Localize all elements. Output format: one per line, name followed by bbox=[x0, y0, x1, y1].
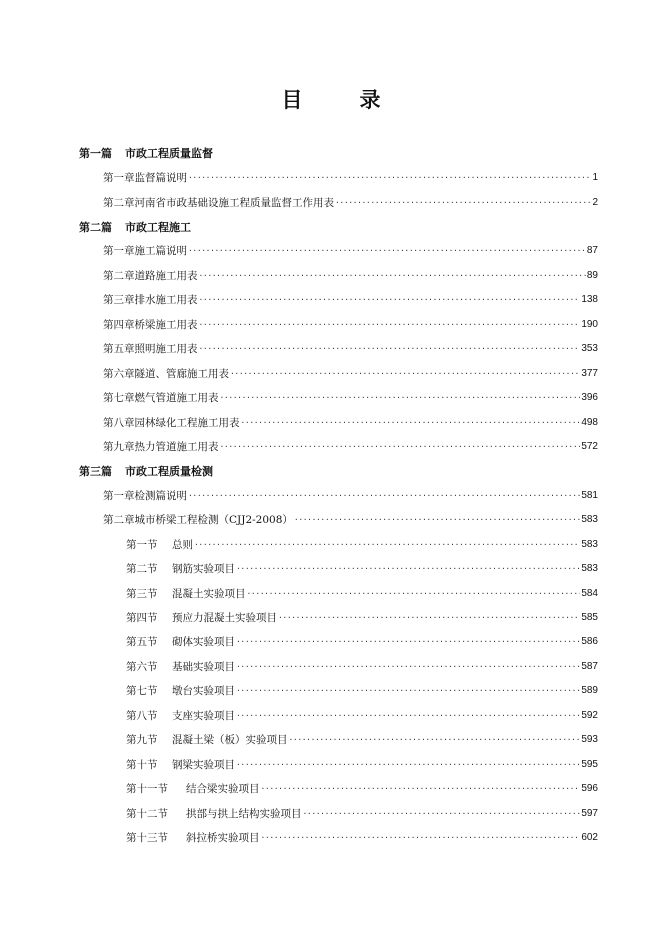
toc-entry-section[interactable] bbox=[79, 654, 598, 678]
toc-dot-leader bbox=[294, 515, 580, 524]
toc-page-number: 597 bbox=[581, 807, 598, 819]
toc-entry-number: 第一章 bbox=[103, 489, 135, 502]
toc-entry-label: 道路施工用表 bbox=[134, 269, 198, 282]
toc-entry-section[interactable] bbox=[79, 630, 598, 654]
toc-entry-part[interactable] bbox=[79, 459, 598, 483]
toc-entry-label: 市政工程施工 bbox=[125, 220, 191, 234]
toc-dot-leader bbox=[247, 589, 581, 598]
toc-entry-part[interactable] bbox=[79, 214, 598, 238]
toc-page-number: 396 bbox=[581, 392, 598, 404]
toc-page-number: 585 bbox=[581, 612, 598, 624]
toc-entry-chapter[interactable] bbox=[79, 165, 598, 189]
toc-entry-chapter[interactable] bbox=[79, 288, 598, 312]
page-title: 目 录 bbox=[281, 88, 399, 112]
toc-entry-number: 第八章 bbox=[103, 416, 135, 429]
toc-entry-label: 砌体实验项目 bbox=[172, 636, 235, 649]
toc-entry-number: 第十二节 bbox=[126, 807, 168, 820]
table-of-contents bbox=[79, 141, 598, 850]
toc-dot-leader bbox=[289, 735, 581, 744]
toc-entry-number: 第三节 bbox=[126, 587, 158, 600]
toc-entry-number: 第六章 bbox=[103, 367, 135, 380]
toc-entry-label: 墩台实验项目 bbox=[172, 685, 235, 698]
toc-page-number: 2 bbox=[592, 196, 598, 208]
toc-dot-leader bbox=[261, 784, 581, 793]
toc-page-number: 587 bbox=[581, 660, 598, 672]
toc-dot-leader bbox=[220, 442, 581, 451]
toc-entry-label: 基础实验项目 bbox=[172, 660, 235, 673]
toc-entry-number: 第二章 bbox=[103, 196, 135, 209]
toc-dot-leader bbox=[335, 198, 591, 207]
toc-entry-label: 热力管道施工用表 bbox=[134, 440, 219, 453]
toc-page-number: 572 bbox=[581, 440, 598, 452]
toc-entry-label: 支座实验项目 bbox=[172, 709, 235, 722]
toc-entry-number: 第三章 bbox=[103, 294, 135, 307]
toc-entry-label: 施工篇说明 bbox=[134, 245, 187, 258]
toc-page-number: 602 bbox=[581, 831, 598, 843]
toc-dot-leader bbox=[303, 809, 581, 818]
toc-entry-number: 第十节 bbox=[126, 758, 158, 771]
toc-entry-label: 园林绿化工程施工用表 bbox=[134, 416, 240, 429]
toc-page-number: 87 bbox=[586, 245, 598, 257]
toc-dot-leader bbox=[261, 833, 581, 842]
toc-entry-number: 第五章 bbox=[103, 343, 135, 356]
toc-page-number: 353 bbox=[581, 343, 598, 355]
toc-page-number: 583 bbox=[581, 538, 598, 550]
toc-page-number: 377 bbox=[581, 367, 598, 379]
toc-entry-label: 混凝土梁（板）实验项目 bbox=[172, 734, 288, 747]
toc-page-number: 581 bbox=[581, 489, 598, 501]
toc-dot-leader bbox=[199, 295, 581, 304]
toc-entry-label: 城市桥梁工程检测（CJJ2-2008） bbox=[134, 514, 293, 527]
toc-entry-label: 燃气管道施工用表 bbox=[134, 392, 219, 405]
toc-page-number: 593 bbox=[581, 734, 598, 746]
toc-dot-leader bbox=[236, 686, 580, 695]
toc-entry-number: 第一节 bbox=[126, 538, 158, 551]
toc-entry-chapter[interactable] bbox=[79, 410, 598, 434]
toc-entry-label: 预应力混凝土实验项目 bbox=[172, 612, 277, 625]
toc-entry-chapter[interactable] bbox=[79, 263, 598, 287]
toc-entry-number: 第二节 bbox=[126, 563, 158, 576]
toc-entry-number: 第二篇 bbox=[79, 220, 112, 234]
toc-entry-number: 第一章 bbox=[103, 245, 135, 258]
toc-entry-label: 市政工程质量监督 bbox=[125, 147, 213, 161]
toc-entry-chapter[interactable] bbox=[79, 434, 598, 458]
toc-page-number: 592 bbox=[581, 709, 598, 721]
toc-entry-label: 混凝土实验项目 bbox=[172, 587, 246, 600]
toc-entry-label: 照明施工用表 bbox=[134, 343, 198, 356]
toc-entry-number: 第四节 bbox=[126, 612, 158, 625]
toc-dot-leader bbox=[278, 613, 580, 622]
toc-page-number: 190 bbox=[581, 318, 598, 330]
toc-entry-number: 第一篇 bbox=[79, 147, 112, 161]
toc-entry-chapter[interactable] bbox=[79, 385, 598, 409]
toc-entry-number: 第八节 bbox=[126, 709, 158, 722]
toc-dot-leader bbox=[188, 173, 591, 182]
toc-entry-number: 第二章 bbox=[103, 269, 135, 282]
toc-entry-label: 钢梁实验项目 bbox=[172, 758, 235, 771]
toc-dot-leader bbox=[220, 393, 581, 402]
toc-entry-section[interactable] bbox=[79, 728, 598, 752]
toc-entry-number: 第十一节 bbox=[126, 783, 168, 796]
toc-entry-chapter[interactable] bbox=[79, 239, 598, 263]
toc-entry-label: 桥梁施工用表 bbox=[134, 318, 198, 331]
toc-page-number: 586 bbox=[581, 636, 598, 648]
toc-entry-label: 斜拉桥实验项目 bbox=[186, 831, 260, 844]
toc-entry-number: 第三篇 bbox=[79, 464, 112, 478]
toc-entry-number: 第七节 bbox=[126, 685, 158, 698]
toc-dot-leader bbox=[194, 540, 580, 549]
toc-page-number: 583 bbox=[581, 563, 598, 575]
toc-page-number: 589 bbox=[581, 685, 598, 697]
toc-entry-section[interactable] bbox=[79, 532, 598, 556]
toc-entry-section[interactable] bbox=[79, 556, 598, 580]
toc-entry-chapter[interactable] bbox=[79, 190, 598, 214]
toc-entry-label: 检测篇说明 bbox=[134, 489, 187, 502]
toc-entry-section[interactable] bbox=[79, 703, 598, 727]
toc-entry-section[interactable] bbox=[79, 776, 598, 800]
toc-entry-section[interactable] bbox=[79, 605, 598, 629]
toc-page-number: 595 bbox=[581, 758, 598, 770]
toc-dot-leader bbox=[199, 271, 586, 280]
toc-entry-number: 第七章 bbox=[103, 392, 135, 405]
toc-entry-number: 第九节 bbox=[126, 734, 158, 747]
toc-entry-label: 监督篇说明 bbox=[134, 172, 187, 185]
toc-entry-label: 总则 bbox=[172, 538, 193, 551]
toc-entry-number: 第四章 bbox=[103, 318, 135, 331]
toc-page-number: 138 bbox=[581, 294, 598, 306]
toc-entry-section[interactable] bbox=[79, 752, 598, 776]
toc-dot-leader bbox=[236, 637, 580, 646]
toc-dot-leader bbox=[199, 344, 581, 353]
toc-dot-leader bbox=[236, 564, 580, 573]
toc-entry-number: 第五节 bbox=[126, 636, 158, 649]
toc-entry-chapter[interactable] bbox=[79, 508, 598, 532]
toc-dot-leader bbox=[188, 491, 580, 500]
toc-entry-part[interactable] bbox=[79, 141, 598, 165]
toc-entry-label: 排水施工用表 bbox=[134, 294, 198, 307]
toc-entry-label: 拱部与拱上结构实验项目 bbox=[186, 807, 302, 820]
toc-entry-label: 隧道、管廊施工用表 bbox=[134, 367, 229, 380]
toc-dot-leader bbox=[241, 418, 581, 427]
toc-entry-number: 第二章 bbox=[103, 514, 135, 527]
toc-page-number: 1 bbox=[592, 172, 598, 184]
toc-page-number: 89 bbox=[586, 269, 598, 281]
toc-dot-leader bbox=[236, 711, 580, 720]
toc-dot-leader bbox=[230, 369, 580, 378]
toc-entry-section[interactable] bbox=[79, 679, 598, 703]
toc-dot-leader bbox=[188, 246, 586, 255]
toc-page-number: 583 bbox=[581, 514, 598, 526]
toc-entry-label: 市政工程质量检测 bbox=[125, 464, 213, 478]
toc-entry-label: 河南省市政基础设施工程质量监督工作用表 bbox=[134, 196, 334, 209]
toc-entry-section[interactable] bbox=[79, 801, 598, 825]
toc-entry-section[interactable] bbox=[79, 825, 598, 849]
toc-page-number: 596 bbox=[581, 783, 598, 795]
toc-entry-label: 结合梁实验项目 bbox=[186, 783, 260, 796]
toc-page-number: 584 bbox=[581, 587, 598, 599]
toc-entry-number: 第六节 bbox=[126, 660, 158, 673]
toc-entry-number: 第一章 bbox=[103, 172, 135, 185]
toc-entry-chapter[interactable] bbox=[79, 361, 598, 385]
toc-dot-leader bbox=[236, 760, 580, 769]
toc-entry-number: 第九章 bbox=[103, 440, 135, 453]
toc-page-number: 498 bbox=[581, 416, 598, 428]
toc-entry-chapter[interactable] bbox=[79, 312, 598, 336]
toc-entry-section[interactable] bbox=[79, 581, 598, 605]
toc-entry-number: 第十三节 bbox=[126, 831, 168, 844]
toc-entry-label: 钢筋实验项目 bbox=[172, 563, 235, 576]
toc-entry-chapter[interactable] bbox=[79, 483, 598, 507]
toc-dot-leader bbox=[199, 320, 581, 329]
toc-entry-chapter[interactable] bbox=[79, 337, 598, 361]
toc-dot-leader bbox=[236, 662, 580, 671]
